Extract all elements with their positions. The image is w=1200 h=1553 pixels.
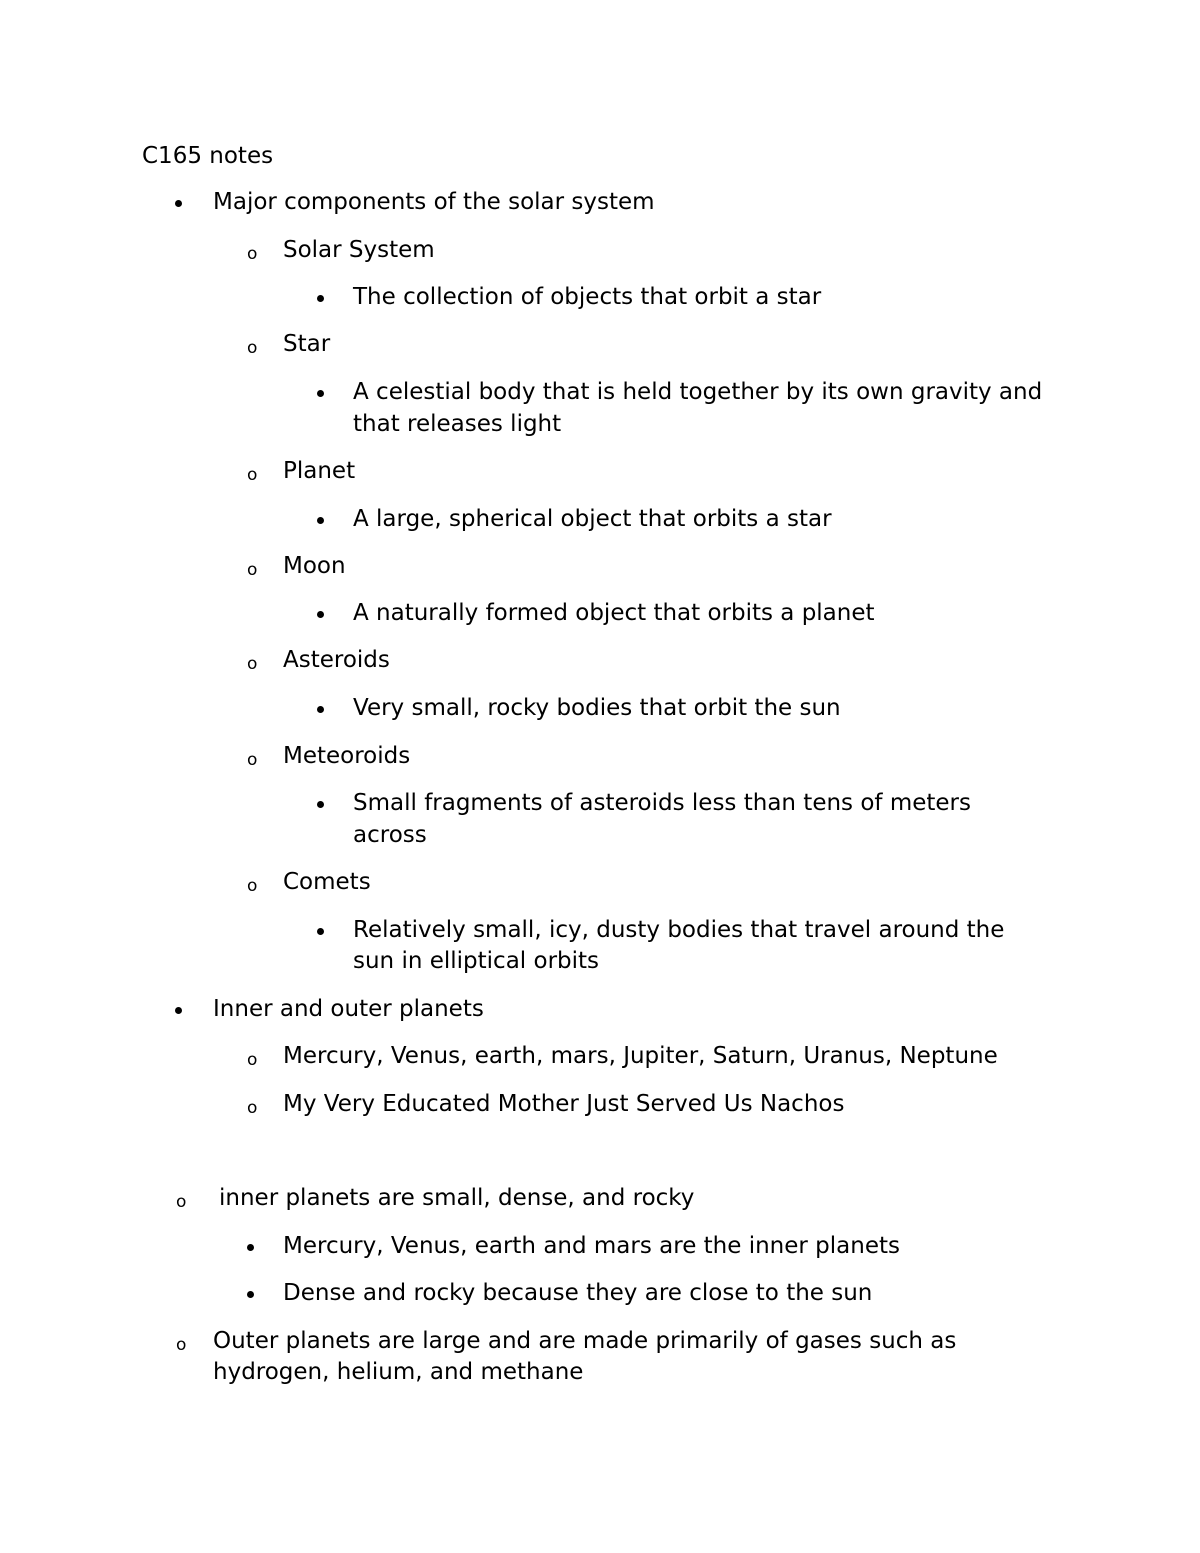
item-term: hydrogen, helium, and methane [213,1359,584,1385]
bullet-icon [317,706,324,713]
hollow-bullet-icon: o [247,876,258,896]
definition-line: Mercury, Venus, earth and mars are the inner planets [283,1233,900,1259]
bullet-icon [317,611,324,618]
item-term: Asteroids [283,647,390,673]
bullet-icon [317,928,324,935]
definition-line: sun in elliptical orbits [353,948,600,974]
hollow-bullet-icon: o [247,244,258,264]
definition-line: A large, spherical object that orbits a star [353,506,832,532]
section-label: Inner and outer planets [213,996,484,1022]
hollow-bullet-icon: o [247,750,258,770]
bullet-icon [247,1244,254,1251]
hollow-bullet-icon: o [247,560,258,580]
definition-line: Small fragments of asteroids less than tens of meters [353,790,971,816]
item-term: Star [283,331,331,357]
bullet-icon [317,801,324,808]
definition-line: Relatively small, icy, dusty bodies that travel around the [353,917,1005,943]
hollow-bullet-icon: o [176,1192,187,1212]
definition-line: A celestial body that is held together by its own gravity and [353,379,1043,405]
item-term: Comets [283,869,371,895]
item-term: Solar System [283,237,435,263]
section-label: Major components of the solar system [213,189,655,215]
item-term: Meteoroids [283,743,411,769]
bullet-icon [247,1291,254,1298]
hollow-bullet-icon: o [176,1335,187,1355]
page-title: C165 notes [142,143,274,169]
bullet-icon [175,1007,182,1014]
definition-line: Dense and rocky because they are close to the sun [283,1280,873,1306]
definition-line: across [353,822,427,848]
item-term: Moon [283,553,346,579]
item-term: inner planets are small, dense, and rocky [219,1185,695,1211]
bullet-icon [317,390,324,397]
hollow-bullet-icon: o [247,1098,258,1118]
hollow-bullet-icon: o [247,338,258,358]
item-term: My Very Educated Mother Just Served Us Nachos [283,1091,845,1117]
hollow-bullet-icon: o [247,654,258,674]
item-term: Outer planets are large and are made primarily of gases such as [213,1328,957,1354]
definition-line: A naturally formed object that orbits a planet [353,600,875,626]
bullet-icon [317,517,324,524]
item-term: Planet [283,458,356,484]
hollow-bullet-icon: o [247,1050,258,1070]
hollow-bullet-icon: o [247,465,258,485]
bullet-icon [175,200,182,207]
definition-line: Very small, rocky bodies that orbit the sun [353,695,841,721]
bullet-icon [317,295,324,302]
definition-line: The collection of objects that orbit a star [353,284,822,310]
item-term: Mercury, Venus, earth, mars, Jupiter, Saturn, Uranus, Neptune [283,1043,998,1069]
definition-line: that releases light [353,411,562,437]
